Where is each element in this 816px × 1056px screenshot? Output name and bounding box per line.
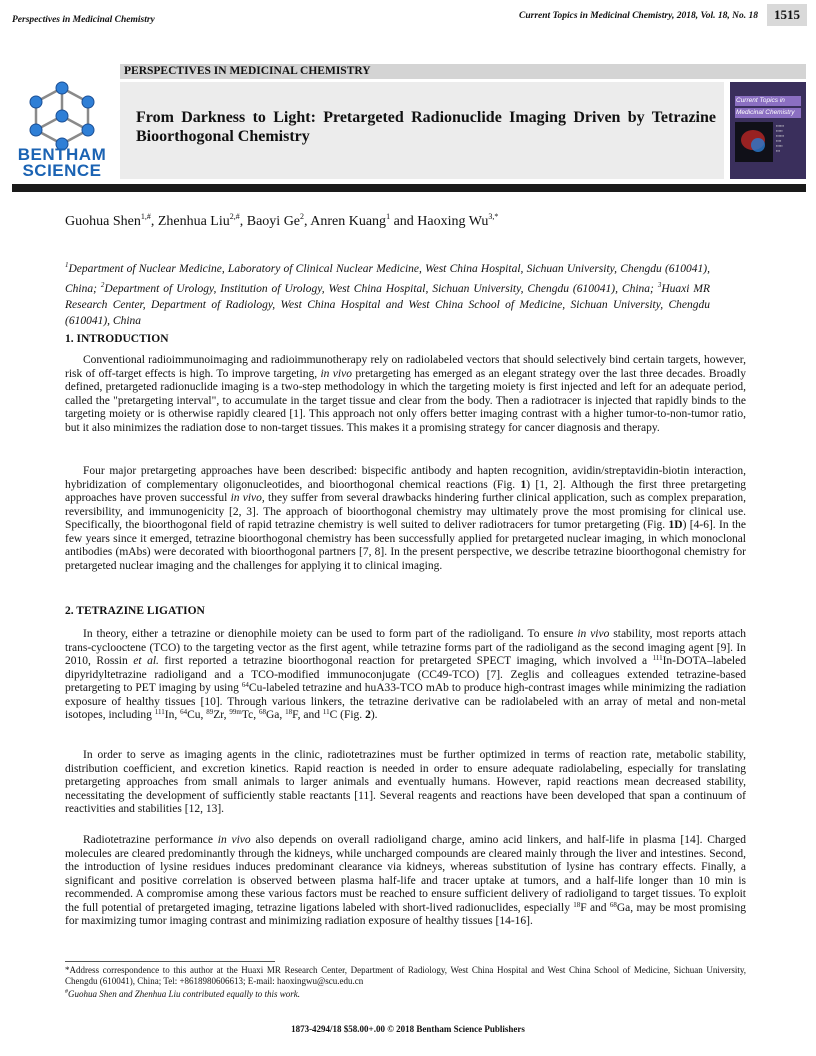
cover-title-line-2: Medicinal Chemistry [736,109,795,116]
cover-image-shape [751,138,765,152]
author-name: Zhenhua Liu [157,214,230,229]
author-affiliation-mark: 3,* [488,212,499,221]
publisher-logo-text [12,147,112,179]
header-divider [12,184,806,192]
cover-image [735,122,773,162]
author-affiliation-mark: 2,# [229,212,240,221]
author-list: Guohua Shen$^{1,\#}$, Zhenhua Liu$^{2,\#}$, Baoyi Ge$^2$, Anren Kuang$^1$ and Haoxing $Wu^{3,*}$ [65,212,499,229]
footnote-rule [65,961,275,962]
affiliation-1: Department of Nuclear Medicine, Laboratory of Clinical Nuclear Medicine, West China Hospital, Sichuan University, Chengdu (610041), China; [65,262,710,295]
author-name: Guohua Shen [65,214,141,229]
body-paragraph: In order to serve as imaging agents in the clinic, radiotetrazines must be further optimized in terms of reaction rate, metabolic stability, distribution coefficient, and excretion kinetics. Rapid reaction is needed in order to ensure adequate radiolabeling, especially for translating pretargeting approaches from small animals to larger animals and eventually humans. However, rapid reactions mean decreased stability, necessitating the development of sufficiently stable reactants [11]. Several reagents and reactions have been developed that span a continuum of reactivities and stabilities [12, 13]. [65,749,746,815]
body-paragraph: Conventional radioimmunoimaging and radioimmunotherapy rely on radiolabeled vectors that should selectively bind certain targets, however, risk of off-target effects is high. To improve targeting, in vivo pretargeting has emerged as an elegant strategy over the last three decades. Broadly defined, pretargeted radionuclide imaging is a two-step methodology in which the targeting moiety is first injected and left for an adequate period, called the "pretargeting interval", to accumulate in the target tissue and clear from the body. Then a radiotracer is injected that rapidly binds to the targeting moiety or is otherwise rapidly cleared [1]. This approach not only offers better imaging contrast with a higher tumor-to-non-tumor ratio, but it also minimizes the radiation dose to non-target tissues. This makes it a promising strategy for cancer diagnosis and therapy. [65,354,746,434]
cover-title-line-1: Current Topics in [736,97,785,104]
body-paragraph: In theory, either a tetrazine or dienophile moiety can be used to form part of the radioligand. To ensure in vivo stability, most reports attach trans-cyclooctene (TCO) to the targeting vector as the first agent, while tetrazine forms part of the radioligand as the second imaging agent [9]. In 2010, Rossin et al. first reported a tetrazine bioorthogonal reaction for pretargeted SPECT imaging, which involved a $^{111}$In-DOTA–labeled dipyridyltetrazine radioligand and a TCO-modified immunoconjugate (CC49-TCO) [7]. Zeglis and colleagues extended tetrazine-based pretargeting to PET imaging by using $^{64}$Cu-labeled tetrazine and huA33-TCO mAb to produce high-contrast images while minimizing the radiation exposure of healthy tissues [10]. Through various linkers, the tetrazine derivative can be radiolabeled with an array of metal and non-metal isotopes, including $^{111}$In, $^{64}$Cu, $^{89}$Zr, $^{99m}$Tc, $^{68}$Ga, $^{18}$F, and $^{11}$C (Fig. 2). [65,628,746,721]
section-heading-tetrazine-ligation: 2. TETRAZINE LIGATION [65,605,205,617]
page-footer: 1873-4294/18 $58.00+.00 © 2018 Bentham Science Publishers [291,1024,525,1034]
author-name: Baoyi Ge [246,214,301,229]
article-title: From Darkness to Light: Pretargeted Radionuclide Imaging Driven by Tetrazine Bioorthogonal Chemistry [136,109,716,145]
logo-line-1: BENTHAM [17,145,107,164]
footnotes: *Address correspondence to this author at the Huaxi MR Research Center, Department of Radiology, West China Hospital and West China School of Medicine, Sichuan University, Chengdu (610041), China; Tel: +8618980606613; E-mail: haoxingwu@scu.edu.cn #Guohua Shen and Zhenhua Liu contributed equally to this work. [65,965,746,999]
author-name: Haoxing Wu [417,214,489,229]
cover-side-text: ▪▪▪▪▪▪ ▪▪▪▪▪ ▪▪▪▪▪▪ ▪▪▪▪ ▪▪▪▪▪ ▪▪▪ [776,124,785,153]
page-number: 1515 [767,4,807,26]
author-affiliation-mark: 1,# [140,212,151,221]
footnote-equal-contribution: Guohua Shen and Zhenhua Liu contributed equally to this work. [68,989,300,999]
logo-line-2: SCIENCE [22,161,102,180]
section-label: PERSPECTIVES IN MEDICINAL CHEMISTRY [120,64,806,79]
affiliation-2: Department of Urology, Institution of Urology, West China Hospital, Sichuan University, Chengdu (610041), China; [104,282,658,295]
footnote-address: *Address correspondence to this author at the Huaxi MR Research Center, Department of Radiology, West China Hospital and West China School of Medicine, Sichuan University, Chengdu (610041), China; Tel: +8618980606613; E-mail: haoxingwu@scu.edu.cn [65,965,746,986]
journal-cover-thumbnail [730,82,806,179]
section-heading-introduction: 1. INTRODUCTION [65,333,169,345]
author-affiliation-mark: 1 [386,212,391,221]
affiliations: $^1$Department of Nuclear Medicine, Laboratory of Clinical Nuclear Medicine, West China Hospital, Sichuan University, Chengdu (610041), China; $^2$Department of Urology, Institution of Urology, West China Hospital, Sichuan University, Chengdu (610041), China; $^3$Huaxi MR Research Center, Department of Radiology, West China Hospital and West China School of Medicine, Sichuan University, Chengdu (610041), China [65,261,710,327]
running-header-left: Perspectives in Medicinal Chemistry [12,15,155,25]
affiliation-3: Huaxi MR Research Center, Department of Radiology, West China Hospital and West China School of Medicine, Sichuan University, Chengdu (610041), China [65,282,710,327]
author-name: Anren Kuang [310,214,387,229]
running-header-citation: Current Topics in Medicinal Chemistry, 2018, Vol. 18, No. 18 [519,11,758,21]
author-affiliation-mark: 2 [300,212,305,221]
body-paragraph: Radiotetrazine performance in vivo also depends on overall radioligand charge, amino acid linkers, and half-life in plasma [14]. Charged molecules are cleared predominantly through the kidneys, while uncharged compounds are cleared mainly through the liver and intestines. Second, the introduction of lysine residues induces predominant clearance via kidneys, whereas substitution of lysine has contrary effects. Finally, a significant and positive correlation is observed between plasma half-life and tracer uptake at tumors, and a half-life longer than 10 min is recommended. A compromise among these various factors must be reached to ensure sufficient delivery of radioligand to target tissues. To exploit the full potential of pretargeted imaging, tetrazine ligations labeled with short-lived radionuclides, especially $^{18}$F and $^{68}$Ga, may be most promising for maximizing tumor imaging contrast and minimizing radiation exposure of healthy tissues [14-16]. [65,834,746,927]
body-paragraph: Four major pretargeting approaches have been described: bispecific antibody and hapten recognition, avidin/streptavidin-biotin interaction, hybridization of complementary oligonucleotides, and bioorthogonal chemical reactions (Fig. 1) [1, 2]. Although the first three pretargeting approaches have proven successful in vivo, they suffer from several drawbacks hindering further clinical application, such as complex preparation, reversibility, and immunogenicity [2, 3]. The approach of bioorthogonal chemistry may ultimately prove the most promising for clinical use. Specifically, the bioorthogonal field of rapid tetrazine chemistry is well suited to deliver radiotracers for tumor pretargeting (Fig. 1D) [4-6]. In the few years since it emerged, tetrazine bioorthogonal chemistry has been successfully applied for pretargeted nuclear imaging, in which monoclonal antibodies (mAbs) were decorated with bioorthogonal partners [7, 8]. In the present perspective, we describe tetrazine bioorthogonal chemistry for pretargeted nuclear imaging and the challenges for applying it to clinical imaging. [65,465,746,572]
